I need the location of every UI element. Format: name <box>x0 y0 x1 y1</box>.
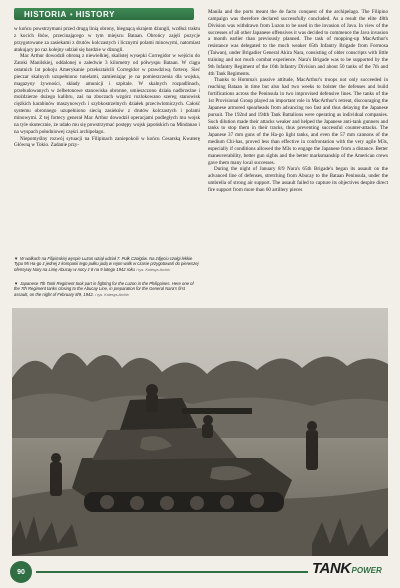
section-label-english: HISTORY <box>75 9 116 19</box>
caption-credit: / rys. Kolesys Archiv <box>95 292 130 297</box>
english-paragraph: Thanks to Homma's passive attitude, MacArthur's troops not only succeeded in reaching Bataan in time but also had two weeks to bolster the defenses and build fortifications across the Peninsula in two improvised defensive lines. The tanks of the 1st Provisional Group played an important role in MacArthur's retreat, discouraging the Japanese armored spearheads from advancing too fast and thus delaying the Japanese pursuit. The 192nd and 194th Tank Battalions were operating as individual companies. Such dilution made their attacks weaker and helped the Japanese anti-tank gunners and tanks to stop them in their tracks, thus preventing successful counter-attacks. The Japanese 37 mm guns of the Ha-go light tanks, and even the 57 mm cannons of the medium Chi-has, proved less than effective in confrontation with the very agile M3s, especially if conditions allowed the M3s to engage the Japanese from a distance. Better maneuverability, better gun sights and the better marksmanship of the American crews gave them many local successes. <box>208 77 388 166</box>
photo-caption-english <box>14 281 200 298</box>
tank-photo-illustration <box>12 308 388 556</box>
caption-arrow-icon: ▼ <box>14 281 19 286</box>
caption-text: W walkach na Filipinskiej wyspie Luzon wziął udział 7. Pułk Czołgów. Na zdjęciu czołgi lekkie Typu 95 Ha-go z jednej z kompanii tego pułku jadą w rejon walk w czasie przygotowań do pierwszej ofensywy Nary na Linię Abucay w nocy z 8 na 9 lutego 1942 roku <box>14 256 199 272</box>
logo-main-text: TANK <box>312 560 351 577</box>
english-paragraph: During the night of January 8/9 Nara's 65th Brigade's began its assault on the advanced line of defenses, stretching from Abucay to the Bataan Peninsula, under the umbrella of strong air support. The assault failed to capture its objectives despite direct fire support from more than 60 artillery pieces <box>208 166 388 193</box>
logo-sub-text: POWER <box>351 566 382 575</box>
polish-paragraph: Mac Arthur dowodził obroną z niewielkiej, skalistej wysepki Corregidor w wejściu do Zatoki Manilskiej, oddalonej o zaledwie 3 kilometry od półwyspu Bataan. W ciągu ostatnich lat pokoju Amerykanie przekształcili Corregidor w prawdziwą fortecę. Sieć pieczar skalnych uzupełniono tunelami, zamieniając je na pomieszczenia dla wojska, magazyny żywności, składy amunicji i szpitale. W skalnych rozpadlinach, przebudowanych w żelbetonowe stanowiska obronne, umieszczono działa nadbrzeżne i moździerze dużego kalibru, zaś na zboczach wzgórz rozlokowano szereg stanowisk ciężkich karabinów maszynowych i szybkostrzelnych działek przeciwlotniczych. Całość systemu obronnego uzupełniono siecią zasieków z drutów kolczastych i polami minowymi. Z tej fortecy generał Mac Arthur dowodził operacjami podległych mu wojsk na tyle skutecznie, że udało mu się powstrzymać postępy wojsk japońskich na Mindanao i na wyspach południowej części archipelagu. <box>14 53 200 135</box>
english-paragraph: Manila and the ports meant the de facto conquest of the archipelago. The Filipino campaign was therefore declared successfully concluded. As a result the elite 48th Division was withdrawn from Luzon to be used in the invasion of Java. In view of the successes of all other Japanese offensives it was decided to commence the Java invasion a month earlier than previously planned. The task of mopping-up MacArthur's resistance was delegated to the much weaker 65th Infantry Brigade from Formosa (Taiwan), under Brigadier General Akira Nara, consisting of older conscripts with little training and not much combat experience. Nara's Brigade was to be supported by the 9th Infantry Regiment of the 16th Infantry Division and about 50 tanks of the 7th and 4th Tank Regiments. <box>208 9 388 77</box>
caption-text: Japanese 7th Tank Regiment took part in fighting for the Luzon in the Philippines. Here one of the 7th Regiment tanks closing to the Abucay Line, in preparation for the General Nara's first assault, on the night of February 8/9, 1942. <box>14 281 194 297</box>
section-separator: • <box>69 9 73 19</box>
polish-paragraph: w końcu powstrzymani przed drugą linią obrony, biegnącą skrajem dżungli, wzdłuż traktu z kocich łbów, przecinającego w tym miejscu Bataan. Obrońcy zajęli pozycje przygotowane za zasiekami z drutów kolczastych i licznymi polami minowymi, natomiast atakujący po raz kolejny udział się bardzie w dżungli. <box>14 26 200 53</box>
caption-arrow-icon: ▼ <box>14 256 19 261</box>
section-header-band <box>14 8 194 20</box>
footer-rule <box>36 571 308 573</box>
magazine-logo <box>312 560 390 580</box>
section-label-polish: HISTORIA <box>24 9 67 19</box>
caption-credit: / rys. Kolesys Archiv <box>136 267 171 272</box>
polish-text-column <box>14 26 200 149</box>
polish-paragraph: Niepomyślny rozwój sytuacji na Filipinach zaniepokoił w końcu Cesarską Kwaterę Główną w Tokio. Zadanie przy- <box>14 135 200 149</box>
page-number: 90 <box>10 561 32 583</box>
tank-photograph <box>12 308 388 556</box>
english-text-column <box>208 9 388 194</box>
photo-caption-polish <box>14 256 200 273</box>
